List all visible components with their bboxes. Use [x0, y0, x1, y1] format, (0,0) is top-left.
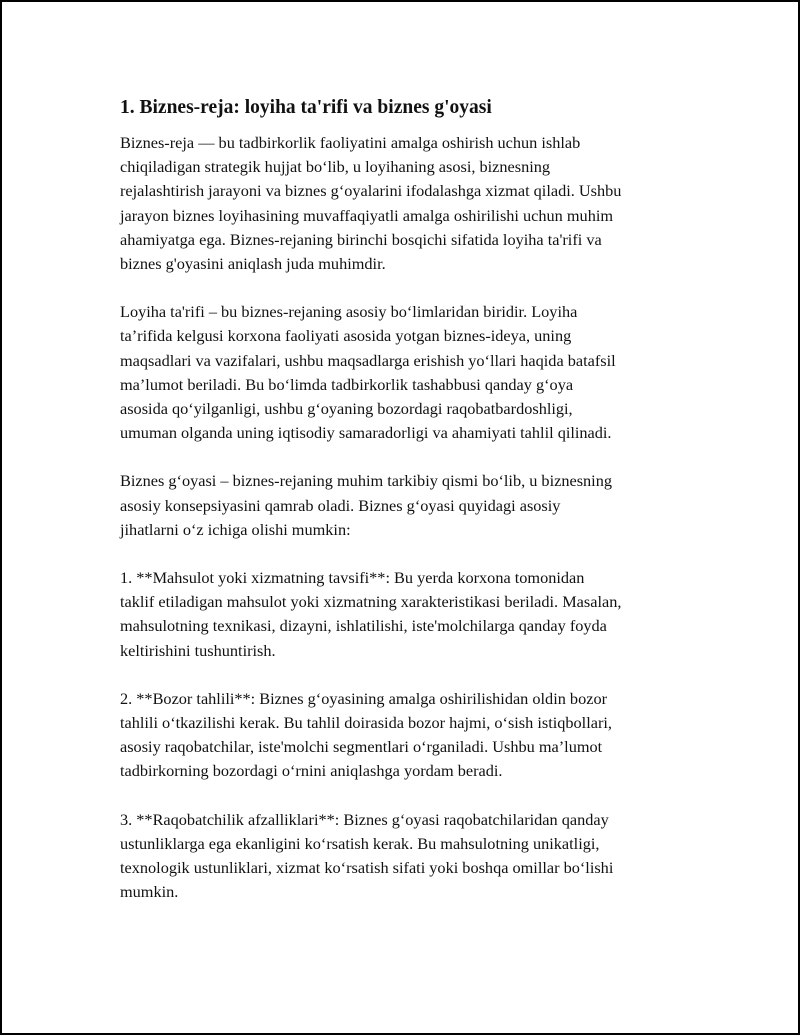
list-item-market-analysis: 2. **Bozor tahlili**: Biznes g‘oyasining amalga oshirilishidan oldin bozor tahlili o‘tkazilishi kerak. Bu tahlil doirasida bozor hajmi, o‘sish istiqbollari, asosiy raqobatchilar, iste'molchi segmentlari o‘rganiladi. Ushbu ma’lumot tadbirkorning bozordagi o‘rnini aniqlashga yordam beradi.	[120, 688, 612, 781]
document-body	[120, 96, 690, 928]
list-item-product-description: 1. **Mahsulot yoki xizmatning tavsifi**: Bu yerda korxona tomonidan taklif etiladigan mahsulot yoki xizmatning xarakteristikasi beriladi. Masalan, mahsulotning texnikasi, dizayni, ishlatilishi, iste'molchilarga qanday foyda keltirishini tushuntirish.	[120, 568, 622, 660]
list-item-competitive-advantages: 3. **Raqobatchilik afzalliklari**: Biznes g‘oyasi raqobatchilaridan qanday ustunliklarga ega ekanligini ko‘rsatish kerak. Bu mahsulotning unikatligi, texnologik ustunliklari, xizmat ko‘rsatish sifati yoki boshqa omillar bo‘lishi mumkin.	[120, 809, 614, 902]
paragraph-project-definition: Loyiha ta'rifi – bu biznes-rejaning asosiy bo‘limlaridan biridir. Loyiha ta’rifida kelgusi korxona faoliyati asosida yotgan biznes-ideya, uning maqsadlari va vazifalari, ushbu maqsadlarga erishish yo‘llari haqida batafsil ma’lumot beriladi. Bu bo‘limda tadbirkorlik tashabbusi qanday g‘oya asosida qo‘yilganligi, ushbu g‘oyaning bozordagi raqobatbardoshligi, umuman olganda uning iqtisodiy samaradorligi va ahamiyati tahlil qilinadi.	[120, 302, 616, 443]
paragraph-intro: Biznes-reja — bu tadbirkorlik faoliyatini amalga oshirish uchun ishlab chiqiladigan strategik hujjat bo‘lib, u loyihaning asosi, biznesning rejalashtirish jarayoni va biznes g‘oyalarini ifodalashga xizmat qiladi. Ushbu jarayon biznes loyihasining muvaffaqiyatli amalga oshirilishi uchun muhim ahamiyatga ega. Biznes-rejaning birinchi bosqichi sifatida loyiha ta'rifi va biznes g'oyasini aniqlash juda muhimdir.	[120, 133, 622, 274]
document-title: 1. Biznes-reja: loyiha ta'rifi va biznes g'oyasi	[120, 97, 492, 118]
paragraph-business-idea: Biznes g‘oyasi – biznes-rejaning muhim tarkibiy qismi bo‘lib, u biznesning asosiy konsepsiyasini qamrab oladi. Biznes g‘oyasi quyidagi asosiy jihatlarni o‘z ichiga olishi mumkin:	[120, 471, 612, 539]
